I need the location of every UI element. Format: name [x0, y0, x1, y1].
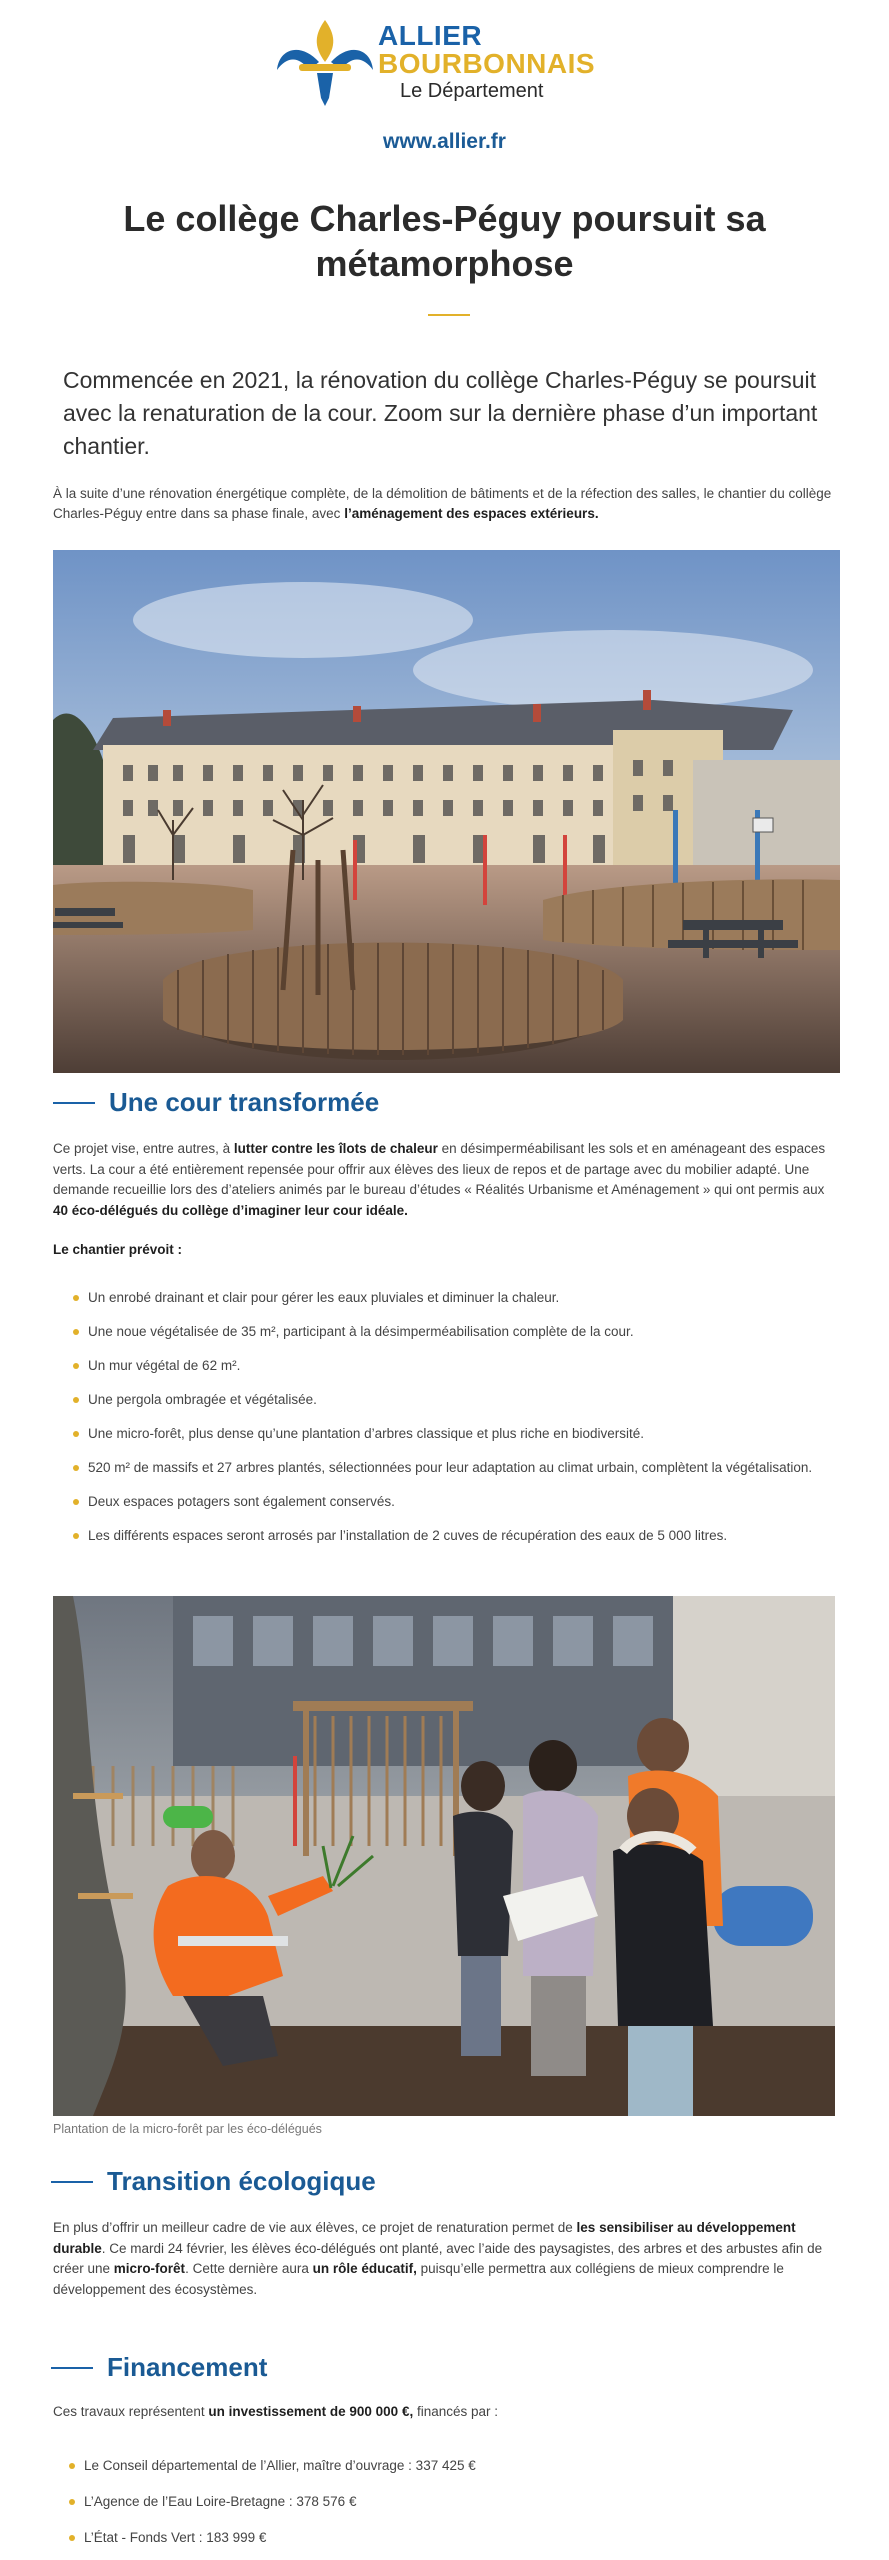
allier-logo[interactable]	[275, 18, 620, 110]
list-item-text: Un mur végétal de 62 m².	[88, 1358, 241, 1373]
text-run: en désimperméabilisant les sols et en aménageant des espaces verts. La cour a été entièrement repensée pour offrir aux élèves des lieux de repos et de partage avec du mobilier adapté. Une demande recueillie lors des d’ateliers animés par le bureau d’études « Réalités Urbanisme et Aménagement » qui ont permis aux	[53, 1141, 826, 1197]
text-run: Ces travaux représentent	[53, 2404, 209, 2419]
list-item-text: Deux espaces potagers sont également conservés.	[88, 1494, 395, 1509]
list-item-text: Le Conseil départemental de l’Allier, maître d’ouvrage : 337 425 €	[84, 2458, 476, 2473]
planting-photo	[53, 1596, 835, 2116]
list-item	[53, 1526, 834, 1546]
bold-run: micro-forêt	[113, 2261, 186, 2276]
intro-bold: l’aménagement des espaces extérieurs.	[344, 506, 599, 521]
list-item-text: Une pergola ombragée et végétalisée.	[88, 1392, 317, 1407]
list-item-text: Une micro-forêt, plus dense qu’une plantation d’arbres classique et plus riche en biodiversité.	[88, 1426, 645, 1441]
section-heading-cour	[53, 1087, 379, 1118]
list-item-text: L’État - Fonds Vert : 183 999 €	[84, 2530, 267, 2545]
bold-run: 40 éco-délégués du collège d’imaginer leur cour idéale.	[53, 1202, 408, 1218]
bold-run: les sensibiliser au développement durable	[53, 2220, 796, 2256]
fleur-de-lis-icon	[275, 18, 375, 110]
list-item	[49, 2492, 834, 2512]
logo-line1: ALLIER	[378, 20, 483, 51]
list-item-text: L’Agence de l’Eau Loire-Bretagne : 378 576 €	[84, 2494, 357, 2509]
section2-paragraph	[53, 2218, 839, 2300]
section-rule	[51, 2181, 93, 2183]
section-rule	[53, 1102, 95, 1104]
list-item-text: Les différents espaces seront arrosés par l’installation de 2 cuves de récupération des eaux de 5 000 litres.	[88, 1528, 728, 1543]
chantier-list	[53, 1288, 834, 1546]
list-item	[53, 1424, 834, 1444]
logo-line3: Le Département	[400, 80, 544, 102]
logo-line2: BOURBONNAIS	[378, 48, 596, 79]
section-heading-financement	[51, 2352, 267, 2383]
text-run: . Cette dernière aura	[185, 2261, 313, 2276]
list-item	[53, 1356, 834, 1376]
text-run: puisqu’elle permettra aux collégiens de mieux comprendre le développement des écosystèmes.	[53, 2261, 784, 2297]
photo-caption: Plantation de la micro-forêt par les éco-délégués	[53, 2122, 322, 2136]
section-rule	[51, 2367, 93, 2369]
courtyard-photo	[53, 550, 840, 1073]
section-title: Une cour transformée	[109, 1087, 380, 1117]
list-item	[49, 2528, 834, 2548]
section1-paragraph	[53, 1139, 839, 1221]
financement-list	[49, 2456, 834, 2548]
section-heading-transition	[51, 2166, 376, 2197]
list-item	[53, 1322, 834, 1342]
website-link[interactable]: www.allier.fr	[383, 130, 506, 153]
list-item-text: 520 m² de massifs et 27 arbres plantés, sélectionnées pour leur adaptation au climat urbain, complètent la végétalisation.	[88, 1460, 813, 1475]
list-item	[53, 1288, 834, 1308]
article-title: Le collège Charles-Péguy poursuit sa métamorphose	[123, 198, 766, 284]
title-divider	[428, 314, 470, 316]
section-title: Transition écologique	[107, 2166, 376, 2196]
bold-run: un rôle éducatif,	[312, 2261, 417, 2276]
text-run: En plus d’offrir un meilleur cadre de vie aux élèves, ce projet de renaturation permet de	[53, 2220, 577, 2235]
text-run: . Ce mardi 24 février, les élèves éco-délégués ont planté, avec l’aide des paysagistes, des arbres et des arbustes afin de créer une	[53, 2240, 823, 2276]
intro-text: À la suite d’une rénovation énergétique complète, de la démolition de bâtiments et de la réfection des salles, le chantier du collège Charles-Péguy entre dans sa phase finale, avec	[53, 486, 832, 521]
section3-paragraph	[53, 2402, 839, 2423]
list-item-text: Un enrobé drainant et clair pour gérer les eaux pluviales et diminuer la chaleur.	[88, 1290, 560, 1305]
text-run: financés par :	[413, 2404, 498, 2419]
section1-subheading: Le chantier prévoit :	[53, 1242, 183, 1257]
header	[0, 0, 889, 160]
list-item	[53, 1390, 834, 1410]
list-item	[53, 1458, 834, 1478]
section-title: Financement	[107, 2352, 268, 2382]
list-item-text: Une noue végétalisée de 35 m², participant à la désimperméabilisation complète de la cour.	[88, 1324, 634, 1339]
article-lead: Commencée en 2021, la rénovation du collège Charles-Péguy se poursuit avec la renaturation de la cour. Zoom sur la dernière phase d’un important chantier.	[63, 367, 818, 459]
bold-run: un investissement de 900 000 €,	[208, 2404, 414, 2419]
list-item	[53, 1492, 834, 1512]
text-run: Ce projet vise, entre autres, à	[53, 1141, 234, 1156]
article-intro	[53, 484, 839, 524]
bold-run: lutter contre les îlots de chaleur	[233, 1141, 438, 1156]
list-item	[49, 2456, 834, 2476]
